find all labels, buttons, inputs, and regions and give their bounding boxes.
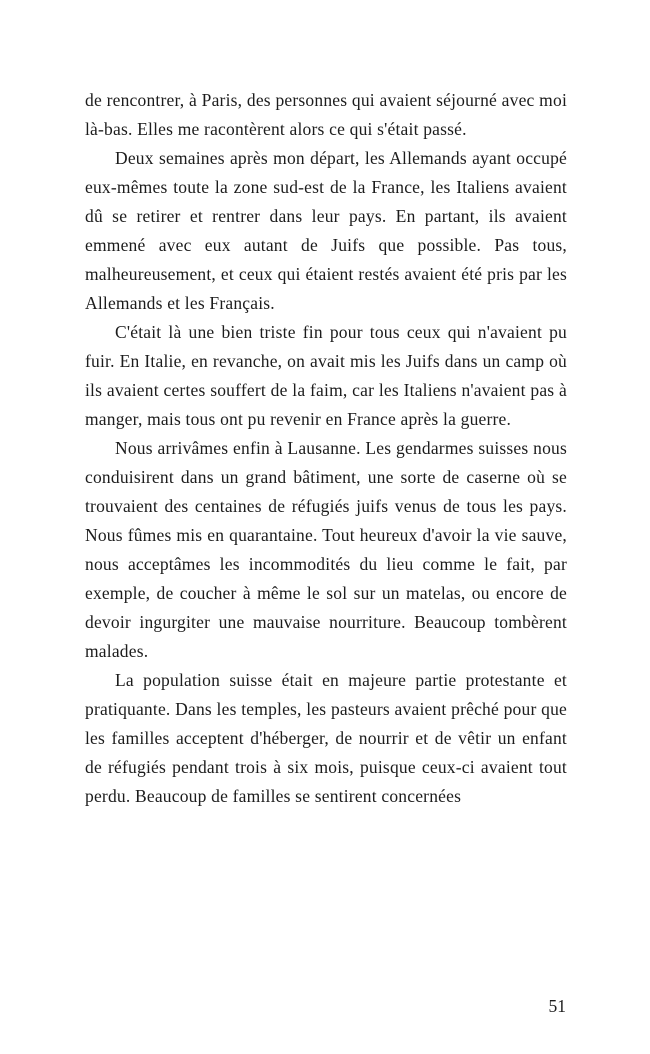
paragraph: de rencontrer, à Paris, des personnes qui avaient séjourné avec moi là-bas. Elles me racontèrent alors ce qui s'était passé. [85,90,567,139]
paragraph: Nous arrivâmes enfin à Lausanne. Les gendarmes suisses nous conduisirent dans un grand bâtiment, une sorte de caserne où se trouvaient des centaines de réfugiés juifs venus de tous les pays. Nous fûmes mis en quarantaine. Tout heureux d'avoir la vie sauve, nous acceptâmes les incommodités du lieu comme le fait, par exemple, de coucher à même le sol sur un matelas, ou encore de devoir ingurgiter une mauvaise nourriture. Beaucoup tombèrent malades. [85,438,567,661]
paragraph: C'était là une bien triste fin pour tous ceux qui n'avaient pu fuir. En Italie, en revanche, on avait mis les Juifs dans un camp où ils avaient certes souffert de la faim, car les Italiens n'avaient pas à manger, mais tous ont pu revenir en France après la guerre. [85,322,567,429]
paragraph: Deux semaines après mon départ, les Allemands ayant occupé eux-mêmes toute la zone sud-est de la France, les Italiens avaient dû se retirer et rentrer dans leur pays. En partant, ils avaient emmené avec eux autant de Juifs que possible. Pas tous, malheureusement, et ceux qui étaient restés avaient été pris par les Allemands et les Français. [85,148,567,313]
text-block [85,86,567,811]
page-number: 51 [548,996,566,1016]
paragraph: La population suisse était en majeure partie protestante et pratiquante. Dans les temples, les pasteurs avaient prêché pour que les familles acceptent d'héberger, de nourrir et de vêtir un enfant de réfugiés pendant trois à six mois, puisque ceux-ci avaient tout perdu. Beaucoup de familles se sentirent concernées [85,670,567,806]
